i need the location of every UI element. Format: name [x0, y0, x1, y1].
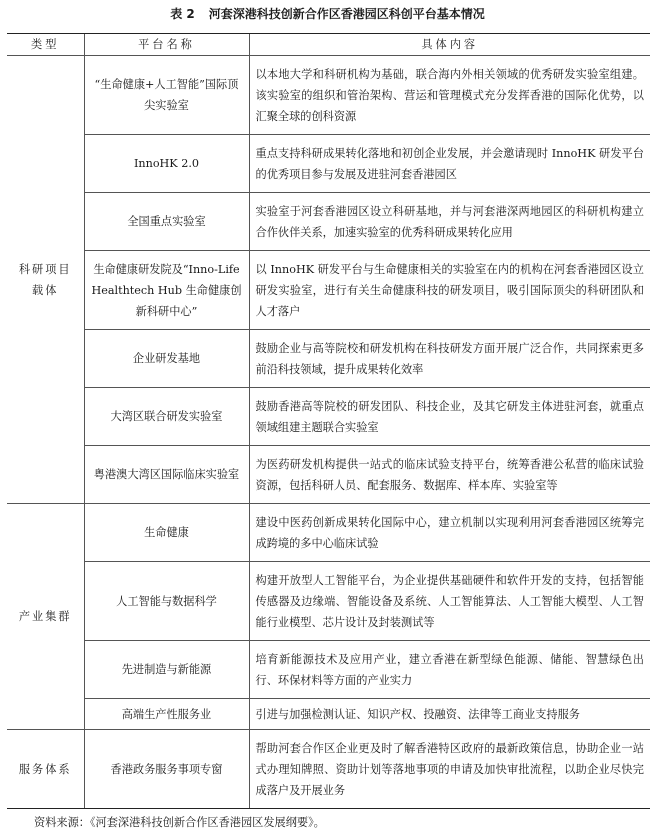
platform-content: 为医药研发机构提供一站式的临床试验支持平台，统筹香港公私营的临床试验资源，包括科研人员、配套服务、数据库、样本库、实验室等: [249, 446, 650, 504]
source-note: 资料来源：《河套深港科技创新合作区香港园区发展纲要》。: [34, 816, 325, 829]
platform-content: 以本地大学和科研机构为基础，联合海内外相关领域的优秀研发实验室组建。该实验室的组织和管治架构、营运和管理模式充分发挥香港的国际化优势，以汇聚全球的创科资源: [249, 56, 650, 135]
platform-name: 生命健康研发院及“Inno-Life Healthtech Hub 生命健康创新科研中心”: [84, 251, 249, 330]
platform-content: 鼓励企业与高等院校和研发机构在科技研发方面开展广泛合作，共同探索更多前沿科技领域，提升成果转化效率: [249, 330, 650, 388]
header-type: 类型: [7, 34, 84, 56]
table-row: [7, 330, 650, 388]
platform-name: 先进制造与新能源: [84, 641, 249, 699]
table-title: 河套深港科技创新合作区香港园区科创平台基本情况: [208, 7, 485, 21]
platform-name: 粤港澳大湾区国际临床实验室: [84, 446, 249, 504]
platform-name: 全国重点实验室: [84, 193, 249, 251]
platform-name: 香港政务服务事项专窗: [84, 730, 249, 809]
platform-content: 实验室于河套香港园区设立科研基地，并与河套港深两地园区的科研机构建立合作伙伴关系，加速实验室的优秀科研成果转化应用: [249, 193, 650, 251]
table-row: [7, 562, 650, 641]
platform-content: 构建开放型人工智能平台，为企业提供基础硬件和软件开发的支持，包括智能传感器及边缘端、智能设备及系统、人工智能算法、人工智能大模型、人工智能行业模型、芯片设计及封装测试等: [249, 562, 650, 641]
header-content: 具体内容: [249, 34, 650, 56]
table-row: [7, 193, 650, 251]
table-row: [7, 56, 650, 135]
platform-name: 大湾区联合研发实验室: [84, 388, 249, 446]
platform-content: 以 InnoHK 研发平台与生命健康相关的实验室在内的机构在河套香港园区设立研发实验室，进行有关生命健康科技的研发项目，吸引国际顶尖的科研团队和人才落户: [249, 251, 650, 330]
table-caption: [0, 6, 655, 22]
table-row: [7, 446, 650, 504]
category-service: 服务体系: [7, 730, 84, 809]
platform-content: 引进与加强检测认证、知识产权、投融资、法律等工商业支持服务: [249, 699, 650, 730]
header-row: [7, 34, 650, 56]
table-row: [7, 388, 650, 446]
category-research: 科研项目载体: [7, 56, 84, 504]
category-industry: 产业集群: [7, 504, 84, 730]
platform-name: 生命健康: [84, 504, 249, 562]
platform-name: “生命健康+人工智能”国际顶尖实验室: [84, 56, 249, 135]
table-row: [7, 135, 650, 193]
table-row: [7, 504, 650, 562]
table-row: [7, 641, 650, 699]
platform-name: InnoHK 2.0: [84, 135, 249, 193]
platform-content: 鼓励香港高等院校的研发团队、科技企业，及其它研发主体进驻河套，就重点领域组建主题联合实验室: [249, 388, 650, 446]
platform-name: 企业研发基地: [84, 330, 249, 388]
platform-content: 重点支持科研成果转化落地和初创企业发展，并会邀请现时 InnoHK 研发平台的优秀项目参与发展及进驻河套香港园区: [249, 135, 650, 193]
table-row: [7, 730, 650, 809]
table-number: 表 2: [170, 7, 195, 21]
platform-content: 建设中医药创新成果转化国际中心，建立机制以实现利用河套香港园区统筹完成跨境的多中心临床试验: [249, 504, 650, 562]
platform-table: [7, 33, 650, 809]
platform-content: 培育新能源技术及应用产业，建立香港在新型绿色能源、储能、智慧绿色出行、环保材料等方面的产业实力: [249, 641, 650, 699]
platform-content: 帮助河套合作区企业更及时了解香港特区政府的最新政策信息，协助企业一站式办理知牌照、资助计划等落地事项的申请及加快审批流程，以助企业尽快完成落户及开展业务: [249, 730, 650, 809]
table-row: [7, 699, 650, 730]
header-platform-name: 平台名称: [84, 34, 249, 56]
platform-name: 高端生产性服务业: [84, 699, 249, 730]
platform-name: 人工智能与数据科学: [84, 562, 249, 641]
table-row: [7, 251, 650, 330]
